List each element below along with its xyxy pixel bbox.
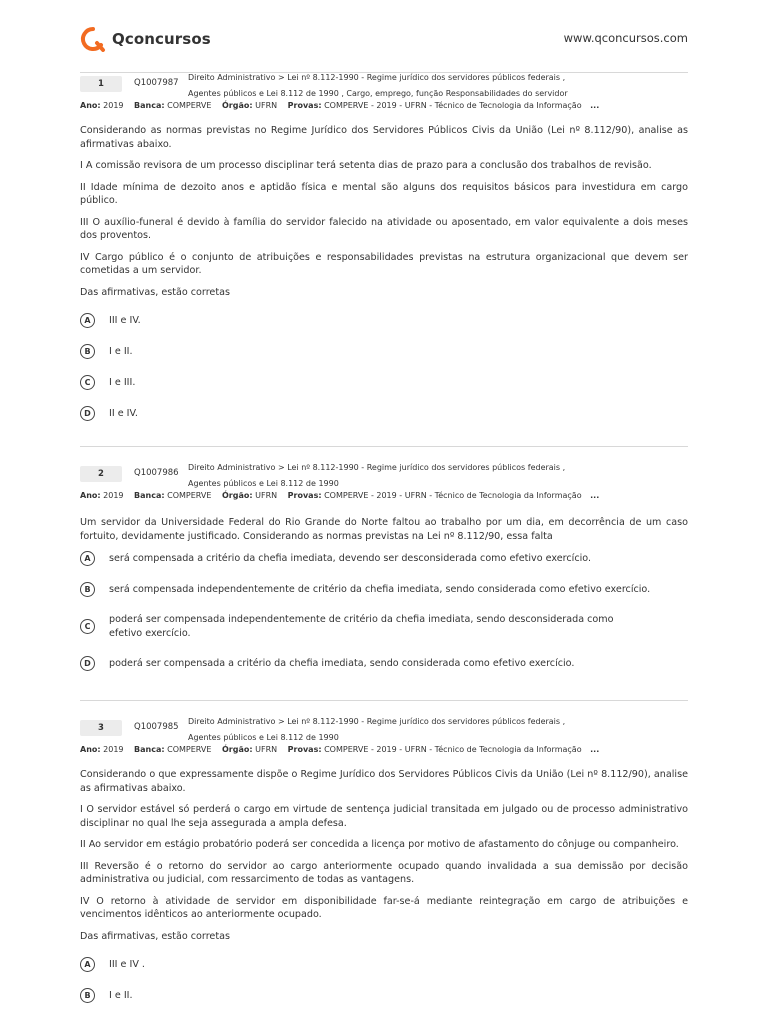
provas-label: Provas: (287, 491, 322, 500)
question-paragraph: I A comissão revisora de um processo disciplinar terá setenta dias de prazo para a conclusão dos trabalhos de revisão. (80, 160, 652, 171)
question-number: 1 (80, 76, 122, 92)
answer-option-b[interactable] (80, 344, 688, 359)
subject-line: Agentes públicos e Lei 8.112 de 1990 (188, 479, 339, 488)
question-info (80, 491, 599, 500)
provas-value: COMPERVE - 2019 - UFRN - Técnico de Tecnologia da Informação (324, 491, 582, 500)
answer-option-b[interactable] (80, 988, 688, 1003)
option-letter[interactable]: D (80, 656, 95, 671)
question-paragraph: Um servidor da Universidade Federal do Rio Grande do Norte faltou ao trabalho por um dia, em decorrência de um caso fortuito, devidamente justificado. Considerando as normas previstas na Lei nº 8.112/90, essa falta (80, 517, 688, 542)
question-paragraph: IV O retorno à atividade de servidor em disponibilidade far-se-á mediante reintegração em cargo de atribuições e vencimentos idênticos ao anteriormente ocupado. (80, 895, 688, 920)
provas-value: COMPERVE - 2019 - UFRN - Técnico de Tecnologia da Informação (324, 101, 582, 110)
banca-label: Banca: (134, 491, 165, 500)
answer-options (80, 957, 688, 1003)
question-number: 2 (80, 466, 122, 482)
banca-value: COMPERVE (167, 101, 212, 110)
option-text: III e IV . (109, 958, 145, 970)
question-meta (80, 73, 688, 116)
banca-label: Banca: (134, 745, 165, 754)
site-url[interactable]: www.qconcursos.com (563, 31, 688, 45)
question-subject (188, 460, 658, 492)
answer-option-c[interactable] (80, 613, 688, 640)
option-letter[interactable]: A (80, 313, 95, 328)
orgao-label: Órgão: (221, 101, 253, 110)
option-text: I e III. (109, 376, 136, 388)
question-text (80, 768, 688, 943)
question-paragraph: I O servidor estável só perderá o cargo em virtude de sentença judicial transitada em julgado ou de processo administrativo disciplinar no qual lhe seja assegurada a ampla defesa. (80, 804, 688, 829)
option-text: I e II. (109, 345, 133, 357)
answer-option-d[interactable] (80, 406, 688, 421)
subject-line: Direito Administrativo > Lei nº 8.112-1990 - Regime jurídico dos servidores públicos federais , (188, 73, 566, 82)
answer-option-a[interactable] (80, 551, 688, 566)
question-paragraph: II Ao servidor em estágio probatório poderá ser concedida a licença por motivo de afastamento do cônjuge ou companheiro. (80, 839, 679, 850)
option-text: será compensada a critério da chefia imediata, devendo ser desconsiderada como efetivo exercício. (109, 552, 592, 564)
orgao-value: UFRN (255, 101, 278, 110)
banca-value: COMPERVE (167, 491, 212, 500)
question-divider (80, 446, 688, 447)
question-code[interactable]: Q1007986 (134, 468, 179, 478)
option-letter[interactable]: B (80, 344, 95, 359)
provas-label: Provas: (287, 101, 322, 110)
question-paragraph: Das afirmativas, estão corretas (80, 930, 230, 942)
ano-value: 2019 (103, 491, 124, 500)
option-letter[interactable]: C (80, 375, 95, 390)
question-info (80, 101, 599, 110)
answer-option-b[interactable] (80, 582, 688, 597)
option-letter[interactable]: C (80, 619, 95, 634)
ano-label: Ano: (80, 101, 101, 110)
option-text: será compensada independentemente de critério da chefia imediata, sendo considerada como efetivo exercício. (109, 583, 651, 595)
question-info (80, 745, 599, 754)
option-letter[interactable]: A (80, 957, 95, 972)
brand-name: Qconcursos (112, 30, 211, 48)
subject-line: Direito Administrativo > Lei nº 8.112-1990 - Regime jurídico dos servidores públicos federais , (188, 717, 566, 726)
option-letter[interactable]: B (80, 582, 95, 597)
orgao-value: UFRN (255, 745, 278, 754)
banca-value: COMPERVE (167, 745, 212, 754)
page-header (80, 26, 688, 56)
question-card (80, 73, 688, 437)
option-text: poderá ser compensada a critério da chefia imediata, sendo considerada como efetivo exercício. (109, 657, 575, 669)
banca-label: Banca: (134, 101, 165, 110)
question-text (80, 516, 688, 543)
ano-value: 2019 (103, 745, 124, 754)
orgao-value: UFRN (255, 491, 278, 500)
option-letter[interactable]: D (80, 406, 95, 421)
answer-option-a[interactable] (80, 313, 688, 328)
ano-label: Ano: (80, 745, 101, 754)
orgao-label: Órgão: (221, 745, 253, 754)
option-letter[interactable]: A (80, 551, 95, 566)
question-text (80, 124, 688, 299)
answer-options (80, 313, 688, 421)
question-number: 3 (80, 720, 122, 736)
question-paragraph: IV Cargo público é o conjunto de atribuições e responsabilidades previstas na estrutura organizacional que devem ser cometidas a um servidor. (80, 251, 688, 276)
provas-value: COMPERVE - 2019 - UFRN - Técnico de Tecnologia da Informação (324, 745, 582, 754)
question-divider (80, 700, 688, 701)
subject-line: Agentes públicos e Lei 8.112 de 1990 , Cargo, emprego, função Responsabilidades do servidor (188, 89, 568, 98)
subject-line: Agentes públicos e Lei 8.112 de 1990 (188, 733, 339, 742)
logo[interactable] (80, 26, 211, 52)
more-ellipsis[interactable]: ... (590, 745, 600, 754)
ano-label: Ano: (80, 491, 101, 500)
option-letter[interactable]: B (80, 988, 95, 1003)
question-card (80, 463, 688, 687)
question-meta (80, 463, 688, 506)
ano-value: 2019 (103, 101, 124, 110)
more-ellipsis[interactable]: ... (590, 491, 600, 500)
question-paragraph: Das afirmativas, estão corretas (80, 286, 230, 298)
provas-label: Provas: (287, 745, 322, 754)
option-text: I e II. (109, 989, 133, 1001)
option-text: III e IV. (109, 314, 141, 326)
question-code[interactable]: Q1007987 (134, 78, 179, 88)
question-code[interactable]: Q1007985 (134, 722, 179, 732)
option-text: II e IV. (109, 407, 138, 419)
answer-option-c[interactable] (80, 375, 688, 390)
question-paragraph: III Reversão é o retorno do servidor ao cargo anteriormente ocupado quando invalidada a sua demissão por decisão administrativa ou judicial, com ressarcimento de todas as vantagens. (80, 860, 688, 885)
question-subject (188, 70, 658, 102)
subject-line: Direito Administrativo > Lei nº 8.112-1990 - Regime jurídico dos servidores públicos federais , (188, 463, 566, 472)
more-ellipsis[interactable]: ... (590, 101, 600, 110)
answer-options (80, 551, 688, 671)
orgao-label: Órgão: (221, 491, 253, 500)
answer-option-a[interactable] (80, 957, 688, 972)
option-text: poderá ser compensada independentemente de critério da chefia imediata, sendo desconsiderada como efetivo exercício. (109, 614, 614, 639)
answer-option-d[interactable] (80, 656, 688, 671)
question-card (80, 717, 688, 1019)
question-paragraph: Considerando o que expressamente dispõe o Regime Jurídico dos Servidores Públicos Civis da União (Lei nº 8.112/90), analise as afirmativas abaixo. (80, 769, 688, 794)
question-subject (188, 714, 658, 746)
question-meta (80, 717, 688, 760)
question-paragraph: II Idade mínima de dezoito anos e aptidão física e mental são alguns dos requisitos básicos para investidura em cargo público. (80, 181, 688, 206)
question-paragraph: Considerando as normas previstas no Regime Jurídico dos Servidores Públicos Civis da União (Lei nº 8.112/90), analise as afirmativas abaixo. (80, 125, 688, 150)
question-paragraph: III O auxílio-funeral é devido à família do servidor falecido na atividade ou aposentado, em valor equivalente a dois meses dos proventos. (80, 216, 688, 241)
qconcursos-logo-icon (80, 26, 106, 52)
